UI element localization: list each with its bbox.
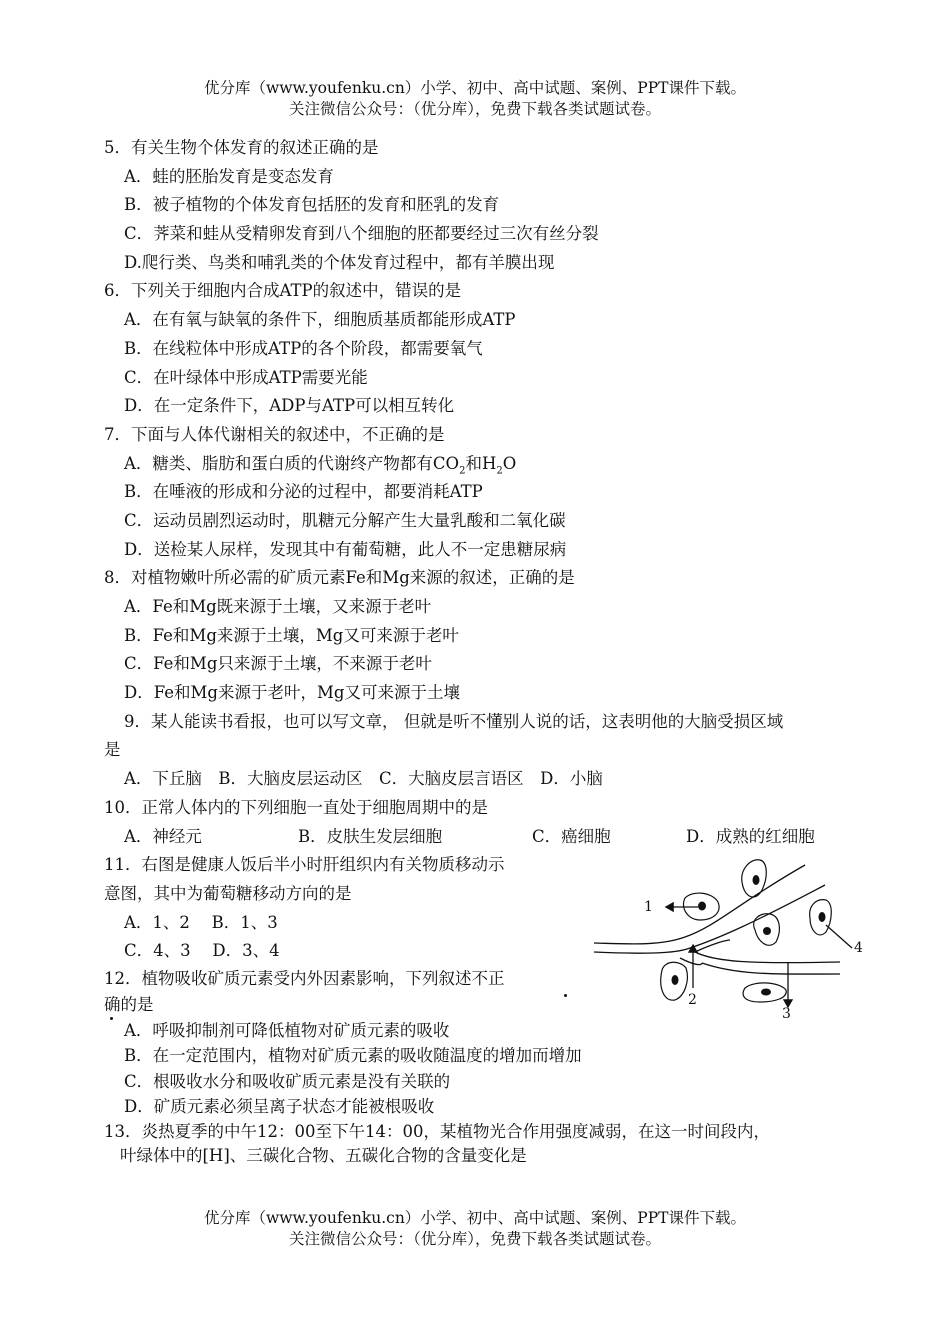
q12-stem-line2: 确的是 — [104, 994, 154, 1014]
q12-option-d: D．矿质元素必须呈离子状态才能被根吸收 — [124, 1097, 435, 1117]
header-line-2: 关注微信公众号：（优分库），免费下载各类试题试卷。 — [288, 100, 661, 118]
q10-option-b: B．皮肤生发层细胞 — [298, 826, 443, 846]
q13-stem-line1: 13．炎热夏季的中午12：00至下午14：00，某植物光合作用强度减弱，在这一时间段内， — [104, 1121, 770, 1141]
q5-option-a: A．蛙的胚胎发育是变态发育 — [124, 166, 334, 186]
q12-option-b: B．在一定范围内，植物对矿质元素的吸收随温度的增加而增加 — [124, 1046, 582, 1066]
q7-a-mid: 和H — [465, 453, 497, 473]
q10-options — [104, 823, 916, 852]
q10-option-a: A．神经元 — [124, 826, 202, 846]
diagram-label-1: 1 — [644, 899, 653, 915]
q10-option-c: C．癌细胞 — [532, 826, 611, 846]
q5-option-b: B．被子植物的个体发育包括胚的发育和胚乳的发育 — [124, 195, 500, 215]
nucleus-1 — [698, 902, 706, 911]
q5-option-d: D.爬行类、鸟类和哺乳类的个体发育过程中，都有羊膜出现 — [124, 252, 555, 272]
nucleus-6 — [761, 989, 771, 996]
q7-a-text: A．糖类、脂肪和蛋白质的代谢终产物都有CO — [124, 453, 460, 473]
q10-stem: 10．正常人体内的下列细胞一直处于细胞周期中的是 — [104, 797, 488, 817]
nucleus-3 — [763, 927, 771, 935]
q7-option-c: C．运动员剧烈运动时，肌糖元分解产生大量乳酸和二氧化碳 — [124, 510, 566, 530]
q11-stem-line2: 意图，其中为葡萄糖移动方向的是 — [104, 883, 352, 903]
q13-stem-line2: 叶绿体中的[H]、三碳化合物、五碳化合物的含量变化是 — [120, 1145, 527, 1165]
footer-line-2: 关注微信公众号：（优分库），免费下载各类试题试卷。 — [288, 1230, 661, 1248]
q8-option-c: C．Fe和Mg只来源于土壤，不来源于老叶 — [124, 654, 432, 674]
page-footer — [0, 1208, 950, 1250]
q7-option-a — [104, 450, 916, 479]
diagram-label-2: 2 — [688, 992, 697, 1008]
q7-a-post: O — [502, 453, 517, 473]
capillary-wall-lower-left — [695, 940, 730, 952]
capillary-wall-lower — [695, 952, 840, 963]
nucleus-4 — [819, 912, 826, 922]
capillary-wall-bottom — [702, 963, 840, 974]
nucleus-5 — [672, 975, 679, 985]
q7-stem: 7．下面与人体代谢相关的叙述中，不正确的是 — [104, 424, 445, 444]
header-line-1: 优分库（www.youfenku.cn）小学、初中、高中试题、案例、PPT课件下载。 — [203, 79, 747, 97]
page-header — [0, 78, 950, 120]
q11-options-ab: A．1、2 B．1、3 — [124, 912, 278, 932]
diagram-label-4: 4 — [854, 940, 863, 956]
q8-option-a: A．Fe和Mg既来源于土壤，又来源于老叶 — [124, 597, 432, 616]
q6-option-d: D．在一定条件下，ADP与ATP可以相互转化 — [124, 396, 455, 416]
q5-stem: 5．有关生物个体发育的叙述正确的是 — [104, 138, 379, 157]
q7-option-b: B．在唾液的形成和分泌的过程中，都要消耗ATP — [124, 482, 483, 502]
q9-stem-line2: 是 — [104, 740, 121, 760]
q6-stem: 6．下列关于细胞内合成ATP的叙述中，错误的是 — [104, 281, 462, 301]
q11-stem-line1: 11．右图是健康人饭后半小时肝组织内有关物质移动示 — [104, 855, 505, 875]
capillary-wall-bottom-left — [680, 958, 702, 965]
q7-a-sub2: 2 — [496, 464, 503, 476]
arrow-4-leader — [826, 925, 852, 948]
q8-option-b: B．Fe和Mg来源于土壤，Mg又可来源于老叶 — [124, 625, 459, 645]
q9-stem-line1: 9．某人能读书看报，也可以写文章， 但就是听不懂别人说的话，这表明他的大脑受损区域 — [124, 711, 784, 731]
footer-line-1: 优分库（www.youfenku.cn）小学、初中、高中试题、案例、PPT课件下载。 — [203, 1209, 747, 1227]
q10-option-d: D．成熟的红细胞 — [686, 826, 815, 846]
q8-stem: 8．对植物嫩叶所必需的矿质元素Fe和Mg来源的叙述，正确的是 — [104, 568, 575, 588]
stray-dot-right — [564, 994, 567, 997]
q6-option-c: C．在叶绿体中形成ATP需要光能 — [124, 367, 368, 387]
q7-a-sub1: 2 — [459, 464, 466, 476]
q12-option-c: C．根吸收水分和吸收矿质元素是没有关联的 — [124, 1071, 451, 1091]
stray-dot-left — [110, 1017, 113, 1020]
q6-option-a: A．在有氧与缺氧的条件下，细胞质基质都能形成ATP — [124, 310, 516, 330]
nucleus-2 — [753, 875, 760, 885]
q7-option-d: D．送检某人尿样，发现其中有葡萄糖，此人不一定患糖尿病 — [124, 539, 567, 559]
diagram-label-3: 3 — [782, 1006, 791, 1022]
q9-options: A．下丘脑 B．大脑皮层运动区 C．大脑皮层言语区 D．小脑 — [124, 769, 603, 789]
liver-tissue-diagram — [590, 850, 880, 1025]
q5-option-c: C．荠菜和蛙从受精卵发育到八个细胞的胚都要经过三次有丝分裂 — [124, 224, 599, 244]
q12-stem-line1: 12．植物吸收矿质元素受内外因素影响，下列叙述不正 — [104, 968, 505, 988]
q8-option-d: D．Fe和Mg来源于老叶，Mg又可来源于土壤 — [124, 683, 460, 703]
q6-option-b: B．在线粒体中形成ATP的各个阶段，都需要氧气 — [124, 338, 483, 358]
q12-option-a: A．呼吸抑制剂可降低植物对矿质元素的吸收 — [124, 1020, 450, 1040]
q11-options-cd: C．4、3 D．3、4 — [124, 941, 280, 961]
